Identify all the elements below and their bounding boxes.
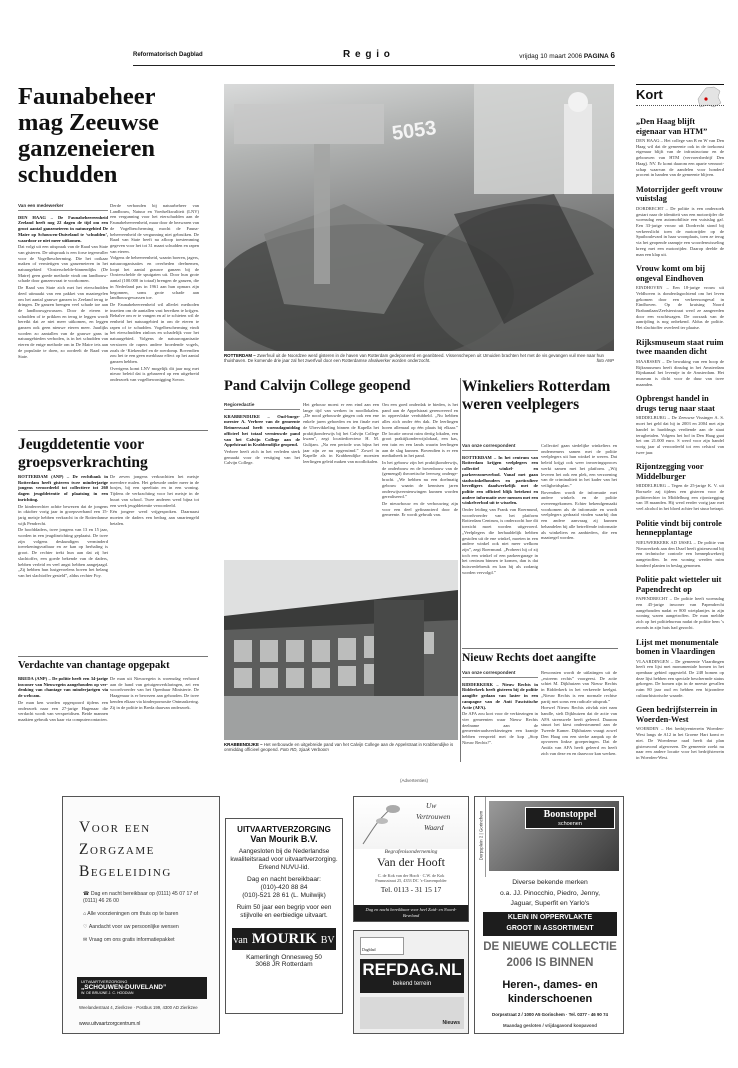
ad-vanmourik-addr2: 3068 JR Rotterdam [255, 961, 313, 968]
nieuwrechts-lede-text: Nieuw Rechts in Ridderkerk heeft gisteren bij de politie aangifte gedaan van laster in een campagne van de Anti Fascistische Actie (AFA). [462, 681, 538, 710]
kort-item-dateline: WOERDEN – [636, 726, 664, 732]
nieuwrechts-para: Bewonsten wordt de uitlatingen uit de „extreem rechts” voorgeest. De actie schiet M. Dijkhuizen van Nieuw Rechts in Ridderkerk in het verkeerde keelgat. „Nieuw Rechts is een normale rechtse partij met soms een radicale uitsprak.” [541, 670, 617, 704]
lead-para: Overigens komt LNV mogelijk dit jaar nog met nieuw beleid dat is gebaseerd op een uitgebreid onderzoek van vogelbewonigging Sovon. [110, 365, 199, 383]
winkeliers-para: Onder leiding van Frank van Roermund, woordvoerder van het platform Rotterdam Centrum, is onderzocht hoe dit toezicht moet worden uitgevoerd. „Veelplegers die herhaaldelijk hebben gestolen uit de ene winkel, moeten in een andere winkel ook niet meer welkom zijn”, zegt Roermund. „Probeert hij of zij toch een winkel of een parkeergarage in het centrum binnen te komen, dan is dat huisvredebreuk en kan hij als zodanig worden vervolgd.” [462, 507, 538, 575]
advertenties-label: (Advertenties) [400, 778, 429, 783]
ad-vanmourik-phone2: (010)-521 28 61 (L. Muilwijk) [242, 892, 326, 899]
ad-boonstoppel-kinds1: Heren-, dames- en [502, 979, 598, 991]
caption-text: Zwerfvuil uit de Noordzee werd gisteren in de haven van Rotterdam gedeponeerd en geanbteed. Vissenschepen uit IJmuiden brachten het met de vis gevangen vuil mee naar hun thuishaven. De komende drie jaar zal het zwerfvuil door een Rotterdamse afvalwerker worden onderzocht. [224, 353, 604, 364]
lead-para: De Raad van State zich met het eierschudden deed uitmaakt van een pakket van maatregelen om het aantal grauwe ganzen in Zeeland terug te dringen. De ganzen brengen veel schade toe aan de landbouwgewassen. Door de eieren te schudden of te prikken en terug te leggen wordt bereikt dat ze niet meer uitkomen, en leggen ganzen ook geen nieuwe eieren meer. Jaarlijks worden zo aantallen van de grauwe gans in natuurgebieden verboden, is in het schudden van eieren de enige methode om in De Maire iets aan de populatie te doen, zo oordeelt de Raad van State. [18, 285, 108, 359]
kort-item-title: Motorrijder geeft vrouw vuistslag [636, 184, 723, 204]
jeugd-headline: Jeugddetentie voor groepsverkrachting [18, 436, 148, 471]
jeugd-dateline: ROTTERDAM (ANP) – [18, 474, 70, 479]
lead-body-col1 [18, 203, 108, 419]
ad-boonstoppel-kinds2: kinderschoenen [507, 993, 593, 1005]
ad-zorgzame [62, 796, 220, 1034]
kort-item-title: Lijst met monumentale bomen in Vlaardingen [636, 637, 719, 657]
jeugd-col2 [110, 474, 199, 654]
school-caption-credit: Foto RD, Sjaak Verboom [280, 747, 329, 753]
chantage-lede [18, 676, 108, 699]
ad-boonstoppel [474, 796, 624, 1034]
lead-para: De Faunabeheereenheid wil allerlei methoden inzetten om de aantallen vast bereiken te krijgen. Behalve om er te vangen en af te schieten wil de eenheid het natuurgebied in om de eieren te rapen of te schudden. Vogelbescherming vindt het eierschudden zinloos en schadelijk voor het natuurgebied. Volgens de natuurorganisatie verstoren de rapers andere broedende vogels, zoals de ‘Kiekendief en de roerdomp. Bovendien zou het te een geen merkbaar effect op het aantal ganzen hebben. [110, 301, 199, 364]
kort-item-title: Rijksmuseum staat ruim twee maanden dicht [636, 337, 724, 357]
nieuwrechts-byline: Van onze correspondent [462, 670, 538, 678]
kort-item-body: Het college van B en W van Den Haag wil dat de gemeente ook in de toekomst eigenaar blijft van de infrastructuur en de gebouwen van HTM (vervoersbedrijf Den Haag). NV. Er komt daarom een aparte vennootschap waarvan de aandelen voor honderd procent in handen van de gemeente blijven. [636, 138, 724, 178]
ad-boonstoppel-addr: Dorpsstraat 2 / 1000 A5 Gorinchem · Tel. 0377 - 46 90 74 [492, 1012, 608, 1017]
winkeliers-para: Collectief gaan stedelijke winkeliers en ondernemers samen met de politie veelplegers uit hun winkel te weren. Dat beleid krijgt ook weer invoeringsproces werkt samen met het platform. „Wij leveren het ook een plek, een verzoening van de criminaliteit in het kader van het veiligheidsplan.” [541, 443, 617, 488]
kort-dots [636, 104, 724, 106]
ad-zorgzame-item: ♡ Aandacht voor uw persoonlijke wensen [83, 924, 179, 930]
nieuwrechts-para: Hoewel Nieuw Rechts zitvlak niet nam handle, stelt Dijkhuizen dat de actie van AFA strenswele heeft geleerd. Daarom stuurt het kiest ondersteunend aan de Tweede Kamer. Dijkhuizen vraagt zowel Den Haag om een sterke aanpak op de opvoeren linkse groeperingen. Dat de Antifa van AFA heeft geleerd en heeft zich van deze en en daarvoor kan werken. [541, 705, 617, 756]
calvijn-para: Om een goed onderdak te bieden, is het pand aan de Appelstraat gerenoveerd en in oppervlakte verdubbeld. „Nu hebben alles zich onder één dak. De leerlingen horen allemaal op één plaats bij elkaar.” De locatie omvat ruim dertig lokalen, een groot praktijkonderwijslokaal, een kas, een tuin en een lands waarin leerlingen aan de slag kunnen. Bovendien is er een mediatheek in het pand. [382, 402, 458, 459]
ad-zorgzame-headline [79, 817, 219, 883]
kort-item-text [636, 138, 724, 178]
ad-refdag-bottom [360, 997, 464, 1029]
kort-item-dateline: VLAARDINGEN – [636, 658, 674, 664]
kort-item-title: Rijontzegging voor Middelburger [636, 462, 704, 481]
section-rule [18, 430, 208, 431]
ad-zorgzame-org-name: „SCHOUWEN-DUIVELAND” [81, 984, 167, 991]
ad-vanmourik-t3: Dag en nacht bereikbaar: [246, 876, 322, 883]
ad-refdag [353, 930, 469, 1034]
lead-para: Dat volgt uit een uitspraak van de Raad van State van gisteren. De uitspraak is een forse tegenvaller voor de Vogelbescherming. Die het ooikaar maken of vernietigen van ganzeneieren in het natuurgebied ‘Oosterschelde-binnendijks (De Maire) geen goede methode vindt om landbouwschade door ganzenvraat te voorkomen. [18, 244, 108, 284]
flower-icon [358, 799, 408, 849]
school-caption-text: Het verbouwde en uitgebreide pand van het Calvijn College aan de Appelstraat in Krabbendijke is onmiddag officieel geopend. [224, 742, 454, 753]
ad-refdag-banner [360, 959, 464, 993]
ad-zorgzame-org [77, 977, 207, 999]
kort-item-dateline: PAPENDRECHT – [636, 596, 673, 602]
calvijn-para: In het gebouw zijn het praktijkonderwijs, de onderbouw en de bovenbouw van de (gemengd) theoretische leerweg ondergebracht. „We hebben nu een doelmatig gebouw waarin de kennisen jaren onderwijsvernieuwingen kunnen worden gerealiseerd.” [382, 460, 458, 500]
ad-zorgzame-item: ☎ Dag en nacht bereikbaar op (0111) 45 07 17 of (0111) 46 26 00 [83, 891, 198, 904]
kort-item-title: Geen bedrijfsterrein in Woerden-West [636, 705, 718, 724]
kort-item-body: Het bedrijventerrein Woerden-West langs de A12 in het Groene Hart komt er niet. De Woerdense raad heeft dat plan gisteravond afgewezen. De gemeente zoekt nu naar een andere locatie voor het bedrijfsterrein in Woerden-West. [636, 726, 724, 760]
calvijn-col1 [224, 402, 300, 559]
kort-item [636, 462, 724, 512]
kort-item-text [636, 596, 724, 630]
kort-item-title: Vrouw komt om bij ongeval Eindhoven [636, 264, 706, 283]
ad-zorgzame-address: Weelandestraat 4, Zierikzee · Postbus 199, 4300 AD Zierikzee [79, 1005, 198, 1010]
kort-item [636, 338, 724, 388]
kort-item-text [636, 285, 724, 331]
kort-item [636, 519, 724, 569]
kort-item-dateline: NIEUWERKERK AD IJSSEL – [636, 539, 696, 545]
kort-item-dateline: DORDRECHT – [636, 205, 668, 211]
calvijn-dateline: KRABBENDIJKE – [224, 413, 270, 419]
calvijn-para: De nieuwbouw en de verbouwing zijn voor een deel gefinancierd door de gemeente. Er wordt gebruik van. [382, 500, 458, 518]
ad-refdag-name: REFDAG.NL [362, 960, 462, 979]
photo-school-caption [224, 742, 458, 758]
lead-dateline: DEN HAAG – [18, 214, 54, 220]
ad-vanmourik-addr1: Kamerlingh Onnesweg 50 [246, 954, 322, 961]
ad-zorgzame-org-label: UITVAARTVERZORGING [81, 979, 128, 984]
ad-zorgzame-org-sub: W. DE BRUIJNE J. C. HODDIAN [81, 991, 134, 995]
ad-boonstoppel-name: Boonstoppel [543, 809, 597, 820]
section-rule [18, 656, 208, 657]
ad-vanmourik-title: UITVAARTVERZORGING [237, 825, 331, 834]
ad-vanderhooft-addr2: Prunusstraat 25, 4353 DC ’s-Gravenpolder [375, 878, 447, 883]
photo-school [224, 560, 458, 740]
ad-vanmourik-t1: Aangesloten bij de Nederlandse kwaliteitsraad voor uitvaartverzorging. [230, 848, 338, 863]
ad-vanderhooft [353, 796, 469, 922]
calvijn-headline: Pand Calvijn College geopend [224, 378, 411, 394]
ad-zorgzame-item: ✉ Vraag om ons gratis informatiepakket [83, 937, 175, 943]
photo-harbor [224, 84, 614, 351]
lead-lede-text: De Faunabeheereenheid Zeeland heeft nog 22 dagen de tijd om een groot aantal ganzeneieren in natuurgebied De Maire op Schouwen-Duiveland te ‘schudden’, waardoor ze niet meer uitkomen. [18, 214, 108, 243]
chantage-col1 [18, 676, 108, 762]
jeugd-para: De kinderrechter achtte bewezen dat de jongens in oktober vorig jaar in groepsverband een 15-jarig meisje hebben verkracht in de Rotterdamse wijk Pendrecht. [18, 503, 108, 526]
kort-item-dateline: MIDDELBURG – [636, 415, 670, 421]
ad-vanderhooft-tel: Tel. 0113 - 31 15 17 [380, 885, 442, 894]
ad-vanderhooft-name: Van der Hooft [377, 855, 445, 869]
calvijn-lede-text: Oud-burgemeester A. Verbree van de gemeente Reimerswaal heeft woensdagmiddag officieel het totaal vernieuwde pand van het Calvijn College aan de Appelstraat in Krabbendijke geopend. [224, 413, 300, 448]
winkeliers-lede [462, 455, 538, 506]
kort-item [636, 185, 724, 257]
header-rule [133, 65, 615, 66]
winkeliers-para: Bovendien wordt de informatie met andere winkels en de politie overeengekomen. Echter bekendgemaakt voorkomen als de informatie en wordt veelplegers gedraaid vinden waarbij dan een andere aanvraag zij kunnen behandelen bij alle betreffende informatie als winkeliers en aanbieders, die een maatregel worden. [541, 489, 617, 541]
envelope-icon: ✉ [83, 937, 89, 943]
nieuwrechts-col1 [462, 670, 538, 762]
ad-vanmourik-name: Van Mourik B.V. [250, 834, 318, 844]
ad-zorgzame-line2: Zorgzame [79, 841, 155, 858]
kort-item-text [636, 659, 724, 699]
kort-title: Kort [636, 87, 663, 102]
lead-byline: Van een medewerker [18, 203, 108, 211]
calvijn-lede [224, 414, 300, 448]
ad-boonstoppel-brands1: o.a. JJ. Pinocchio, Piedro, Jenny, [500, 890, 600, 897]
ad-boonstoppel-brands2: Jaguar, Superfit en Yarlo's [510, 900, 590, 907]
nieuwrechts-lede [462, 682, 538, 711]
kort-item [636, 705, 724, 760]
kort-item-text [636, 483, 724, 512]
kort-item-body: De politie van Nieuwerkerk aan den IJssel heeft gisteravond bij een technische controle een hennepkwekerij aangetroffen. In een woning werden ruim honderd planten in beslag genomen. [636, 539, 724, 568]
ad-vanderhooft-l1: Uw [426, 801, 437, 810]
winkeliers-col2 [541, 443, 617, 647]
photo-overlay-text: 5053 [390, 117, 438, 145]
winkeliers-headline: Winkeliers Rotterdam weren veelplegers [462, 378, 611, 413]
winkeliers-dateline: ROTTERDAM – [462, 454, 497, 460]
jeugd-lede-text: De rechtbank in Rotterdam heeft gisteren twee minderjarige jongens veroordeeld tot collectieve tot 260 dagen jeugddetentie of plaatsing in een inrichting. [18, 474, 108, 502]
ad-refdag-paper [360, 937, 404, 955]
page-header [133, 49, 615, 64]
kort-item [636, 638, 724, 699]
ad-boonstoppel-sub: schoenen [558, 821, 582, 827]
kort-item-body: De bewaking van een hoop de Rijksmuseum heeft dinsdag in het Amsterdam Rijnkanaal het leventje in de Amsterdam. Het museum is dicht voor de duur van twee maanden. [636, 358, 724, 387]
kort-item-text [636, 206, 724, 257]
lead-para: Derde verbonden bij natuurbeheer van Landbouw, Natuur en Voedselkwaliteit (LNV) een vergunning voor het eierschudden aan de Faunabeheereenheid, maar door de bezwaren van de Vogelbescherming mocht de Faunabeheereenheid de vergunning niet gebruiken. De Raad van State heeft na afloop toestemming gegeven voor het tot 31 maart schudden en rapen van eieren. [110, 203, 199, 254]
lead-lede [18, 215, 108, 244]
page-number: 6 [610, 51, 615, 60]
ad-zorgzame-line3: Begeleiding [79, 863, 172, 880]
nieuwrechts-col2 [541, 670, 617, 762]
section-rule [462, 648, 618, 649]
calvijn-para: Het gebouw moest er een eind aan een lange tijd van werken in noodlokalen. „De nood gebouwde gingen ook een ene enkele jaren gehoeden en ten finale met de Ubervikkeling binnen de Kapella het praktijkonderwijs bij het Calvijn College kwam”, zegt locatiedirecteur H. M. Gulijam. „Na een periode was bijna het jaar zijn ze nu opgeruimd.” Zowel in Kapelle als in Krabbendijke moesten leerlingen geleid maken van noodlokalen. [303, 402, 379, 465]
kort-item-body: De gemeente Vlaardingen heeft een lijst met monumentale bomen in het openbaar gebied opgesteld. De 248 bomen op deze lijst hebben een speciale beschermde status gekregen. De bomen zijn in de meeste gevallen ruim 80 jaar oud en hebben een bijzondere cultuurhistorische waarde. [636, 658, 724, 698]
section-title: R e g i o [343, 49, 391, 60]
nieuwrechts-para: De AFA zou kort voor de verkiezingen in vier gemeenten waar Nieuw Rechts deelname aan de gemeenteraadsverkiezingen een krantje hebben verspreid met de kop „Stop Nieuw Rechts!”. [462, 711, 538, 745]
ad-refdag-nieuws: Nieuws [442, 1020, 460, 1026]
ad-vanmourik-t2: Erkend NUVU-lid. [258, 864, 310, 871]
ad-vanmourik-logo-pre: van [233, 935, 248, 946]
ad-vanmourik-phone1: (010)-420 88 84 [260, 884, 308, 891]
ad-boonstoppel-banner [483, 912, 617, 936]
winkeliers-lede-text: In het centrum van Rotterdam krijgen veelplegers een collectief winkel- en parkeerzoneverbod. Vanaf met gaan stadswinkelhouders en particuliere beveiligers daadwerkelijk met de politie een officieel blijk betekent en andere informatie over mensen met een winkelverbod uit te wisselen. [462, 454, 538, 506]
kort-item-dateline: MIDDELBURG – [636, 483, 670, 489]
photo-school-art [224, 560, 458, 740]
ad-vanmourik-logo-post: BV [320, 935, 335, 946]
ad-vanderhooft-l3: Waard [424, 823, 444, 832]
vertical-rule [460, 378, 461, 762]
kort-item-body: Tegen de 25-jarige K. V. uit Borssele zaj tijdens een gisteren voor de politierechter in Middelburg een rijontzegging van 18 maanden. Hij werd eerder vorig jaar met veel alcohol in het bloed achter het stuur betrapt. [636, 483, 724, 512]
kort-item-body: De politie heeft woensdag een 45-jarige inwoner van Papendrecht aangehouden nadat er 800 wietplantjes in zijn woning waren aangetroffen. De man meldde zich op het politiebureau nadat de politie hem ’s avonds in zijn huis had gezocht. [636, 596, 724, 630]
jeugd-col1 [18, 474, 108, 654]
calvijn-col2 [303, 402, 379, 559]
kort-list [636, 117, 724, 761]
ad-vanderhooft-l2: Vertrouwen [416, 812, 451, 821]
photo-harbor-caption [224, 353, 614, 370]
ad-boonstoppel-photo [489, 801, 619, 871]
ad-vanderhooft-slogan: Dag en nacht bereikbaar voor heel Zuid- en Noord-Beveland [354, 905, 468, 921]
kort-sidebar [636, 84, 724, 1054]
ad-boonstoppel-coll2: 2006 IS BINNEN [506, 957, 594, 969]
nieuwrechts-dateline: RIDDERKERK – [462, 681, 499, 687]
ad-boonstoppel-coll1: DE NIEUWE COLLECTIE [483, 941, 617, 953]
chantage-dateline: BREDA (ANP) – [18, 676, 51, 681]
ad-vanmourik-t4: Ruim 50 jaar een begrip voor een stijlvolle en eerbiedige uitvaart. [236, 904, 332, 919]
lead-para: Volgens de beheereenheid, waarin boeren, jagers, natuurorganisaties en overheden deelnemen, loopt het aantal grauwe ganzen bij de Oosterschelde de spuigaten uit. Door hun grote aantal (100.000 in totaal) brengen de ganzen, die in Nederland pas in 1961 aan hun opmars zijn begonnen, soms grote schade aan landbouwgewassen toe. [110, 255, 199, 301]
kort-item [636, 264, 724, 331]
ad-boonstoppel-vert-text: Dorpsplein 2 | Gorinchem [478, 810, 484, 861]
kort-item-title: „Den Haag blijft eigenaar van HTM” [636, 117, 708, 136]
kort-item-title: Politie pakt wietteler uit Papendrecht op [636, 575, 722, 594]
school-caption-label: KRABBENDIJKE – [224, 742, 263, 747]
lead-body-col2 [110, 203, 199, 419]
kort-header [636, 84, 724, 110]
ad-vanmourik-logo [232, 928, 336, 950]
ad-refdag-top: Dagblad [362, 947, 376, 952]
chantage-para: De man uit Nieuwegein is woensdag verhoord aan de hand van getuigenverklaringen, zei een woordvoerder van het Openbaar Ministerie. De Haagenaar is er bewezen aan gehouden. De twee kenden elkaar via kinderpornosite Ontmaskering. Zij in de politie in Breda daarvan onderzoek. [110, 676, 199, 710]
calvijn-byline: Regioredactie [224, 402, 300, 410]
ad-vanderhooft-sub: Begrafenisonderneming [384, 849, 438, 855]
ad-zorgzame-items [83, 891, 209, 944]
ad-boonstoppel-hours: Maandag gesloten / vrijdagavond koopavond [503, 1023, 597, 1028]
kort-item-text [636, 540, 724, 569]
kort-item-body: De politie is een onderzoek gestart naar de identiteit van een motorrijder die woensdag een automobiliste een vuistslag gaf. Een 33-jarige vrouw uit Dordrecht stond bij verkeerslicht toen de motorrijder op de Spuiboulevard in haar woonplaats, toen ze terug via het geopende raampje een woordenwisseling kreeg met een motorrijder. Daarop deelde de man een klap uit. [636, 205, 724, 257]
kort-item-body: Een 18-jarige vrouw uit Veldhoven is donderdagochtend om het leven gekomen door een verkeersongeval in Eindhoven. Op de kruising Noord Brabantlaan/Zeelsterstraat werd ze aangereden door een vrachtwagen. De oorzaak van de aanrijding is nog onbekend. Aldus de politie. Het slachtoffer overleed ter plaatse. [636, 285, 724, 331]
kort-item-dateline: MAARSSEN – [636, 358, 665, 364]
kort-item-title: Politie vindt bij controle hennepplantage [636, 518, 722, 538]
calvijn-col3 [382, 402, 458, 559]
page-label: PAGINA [583, 53, 609, 60]
winkeliers-byline: Van onze correspondent [462, 443, 538, 451]
winkeliers-col1 [462, 443, 538, 647]
ad-boonstoppel-banner2: GROOT IN ASSORTIMENT [506, 925, 594, 932]
caption-label: ROTTERDAM – [224, 353, 256, 358]
chantage-para: De man ken worden opgespoord tijdens een onderzoek naar een 27-jarige Hagenaar die verdacht wordt van verspreidisen. Beide mannen maakten gebruik van kaar via computercontacten. [18, 699, 108, 722]
kort-item-dateline: EINDHOVEN – [636, 285, 669, 291]
calvijn-para: Verbree heeft zich in het verleden sterk gemaakt voor de vestiging van het Calvijn College. [224, 448, 300, 466]
ad-boonstoppel-vert [475, 797, 486, 877]
page-date [519, 51, 615, 60]
ad-vanmourik-logo-main: MOURIK [251, 931, 317, 947]
jeugd-para: Eén jongere werd vrijgesproken. Daarnaast moeten de daders een bedrag aan smartengeld betalen. [110, 509, 199, 526]
phone-icon: ☎ [83, 891, 91, 897]
ad-vanderhooft-top [354, 797, 468, 849]
kort-item-text [636, 359, 724, 388]
ad-zorgzame-item: ⌂ Alle voorzieningen om thuis op te baren [83, 911, 179, 917]
kort-item-dateline: DEN HAAG – [636, 138, 663, 143]
jeugd-para: De zeven jongens verkrachtten het meisje meerdere malen. Het gebeurde onder meer in de bosjes, bij een speeltuin en in een woning. Tijdens de verkrachting voor het meisje in de buurt van school. Twee anderen werd bijna tot een week jeugddetentie veroordeeld. [110, 474, 199, 508]
house-icon: ⌂ [83, 911, 88, 917]
ad-refdag-sub: bekend terrein [392, 981, 432, 987]
ad-boonstoppel-banner1: KLEIN IN OPPERVLAKTE [507, 914, 593, 921]
ad-zorgzame-line1: Voor een [79, 819, 151, 836]
ad-vanmourik [225, 818, 343, 1014]
heart-icon: ♡ [83, 924, 89, 930]
kort-item-text [636, 415, 724, 455]
kort-item-text [636, 726, 724, 760]
ad-zorgzame-web[interactable]: www.uitvaartzorgcentrum.nl [79, 1021, 141, 1027]
nieuwrechts-headline: Nieuw Rechts doet aangifte [462, 652, 596, 664]
jeugd-lede [18, 474, 108, 503]
paper-name: Reformatorisch Dagblad [133, 52, 203, 58]
lead-headline: Faunabeheer mag Zeeuwse ganzeneieren schudden [18, 84, 159, 188]
kort-item [636, 394, 724, 455]
chantage-col2 [110, 676, 199, 762]
date-text: vrijdag 10 maart 2006 [519, 53, 583, 60]
kort-item [636, 575, 724, 630]
kort-item-title: Opbrengst handel in drugs terug naar staat [636, 394, 715, 413]
ad-boonstoppel-brands-intro: Diverse bekende merken [512, 879, 588, 886]
ad-vanderhooft-addr1: C. de Kok van der Hooft · C.W. de Kok [377, 873, 445, 878]
kort-item [636, 117, 724, 178]
jeugd-para: De hoofddaders, twee jongens van 13 en 15 jaar, worden in een jeugdinrichting geplaatst. De twee zijn volgens deskundigen verminderd toerekeningsvatbaar en ze kan op herhaling is groot. De rechter trekt hun aan dat zij het slachtoffer, een goede bekende van de daders, hebben verleid en veel angst hebben aangejaagd. „Zij hebben hun lustgevoelens boven het belang van het slachtoffer gesteld”, aldus rechter Foy. [18, 527, 108, 578]
ad-boonstoppel-logo [525, 807, 615, 829]
caption-credit: foto ANP [596, 358, 614, 364]
kort-item-body: De Zeeuwse Vissinger A. S. moet het geld dat hij in 2003 en 2004 met zijn handel in harddrugs verdiende aan de staat terugbetalen. Volgens het hof in Den Haag gaat het om 21.000 euro. S werd voor zijn handel vorig jaar al veroordeeld tot een celstraf van twee jaar. [636, 415, 724, 455]
chantage-headline: Verdachte van chantage opgepakt [18, 660, 170, 671]
chantage-lede-text: De politie heeft een 34-jarige inwoner van Nieuwegein aangehouden op verdenking van chantage van minderjarigen via de webcam. [18, 676, 108, 699]
